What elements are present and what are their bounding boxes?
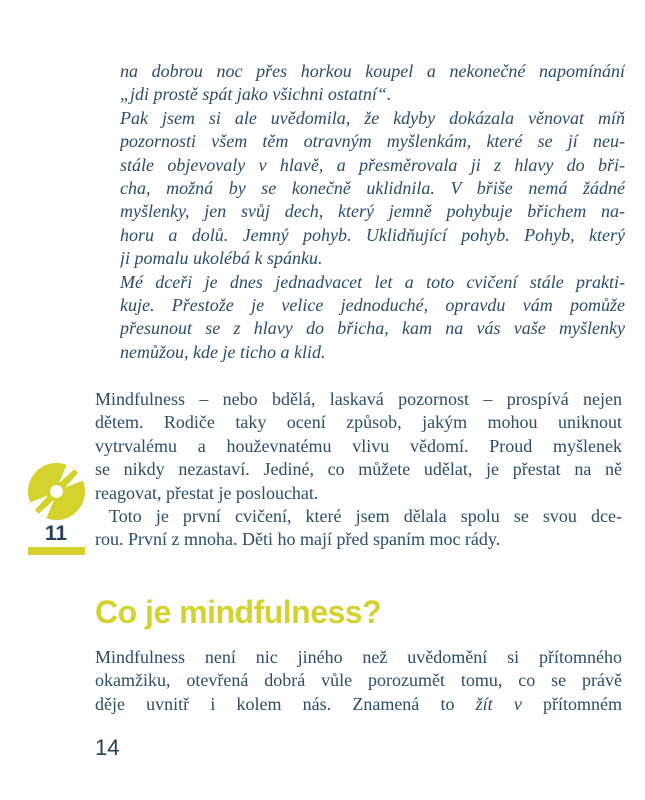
text-segment: „jdi prostě spát jako všichni ostatní“. [120, 84, 392, 105]
text-segment: stále objevovaly v hlavě, a přesměrovala ji z hlavy do bři- [120, 154, 625, 175]
text-line [95, 411, 622, 434]
text-line [120, 200, 625, 223]
text-line [95, 435, 622, 458]
intro-paragraph [95, 646, 622, 716]
text-line [120, 130, 625, 153]
emphasized-text: žít v [475, 693, 522, 714]
text-line [95, 505, 622, 528]
track-bar-rule [28, 547, 85, 555]
text-segment: rou. První z mnoha. Děti ho mají před spaním moc rády. [95, 529, 501, 550]
text-segment: se nikdy nezastaví. Jediné, co můžete udělat, je přestat na ně [95, 459, 622, 480]
text-line [95, 388, 622, 411]
text-line [120, 294, 625, 317]
text-line [95, 693, 622, 716]
text-line [120, 317, 625, 340]
text-segment: přesunout se z hlavy do břicha, kam na vás vaše myšlenky [120, 318, 625, 339]
section-heading: Co je mindfulness? [95, 593, 382, 630]
text-line [120, 107, 625, 130]
text-line [120, 247, 625, 270]
text-segment: na dobrou noc přes horkou koupel a nekonečné napomínání [120, 61, 625, 81]
text-segment: Mindfulness není nic jiného než uvědomění si přítomného [95, 646, 622, 667]
cd-track-marker [26, 462, 86, 555]
text-line [95, 669, 622, 692]
text-line [95, 482, 622, 505]
text-segment: děje uvnitř i kolem nás. Znamená to [95, 693, 476, 714]
text-line [120, 271, 625, 294]
text-segment: Mé dceři je dnes jednadvacet let a toto cvičení stále prakti- [120, 271, 625, 292]
cd-disc-icon [27, 462, 86, 521]
page-number: 14 [95, 735, 120, 760]
text-segment: Toto je první cvičení, které jsem dělala spolu se svou dce- [109, 506, 622, 527]
text-segment: nemůžou, kde je ticho a klid. [120, 341, 326, 362]
text-segment: Mindfulness – nebo bdělá, laskavá pozornost – prospívá nejen [95, 389, 622, 410]
text-line [120, 83, 625, 106]
text-line [120, 154, 625, 177]
text-segment: přítomném [521, 693, 622, 714]
text-segment: kuje. Přestože je velice jednoduché, opravdu vám pomůže [120, 294, 625, 315]
text-segment: vytrvalému a houževnatému vlivu vědomí. Proud myšlenek [95, 435, 622, 456]
track-number-label: 11 [44, 522, 68, 545]
text-line [120, 177, 625, 200]
text-segment: okamžiku, otevřená dobrá vůle porozumět tomu, co se právě [95, 670, 622, 691]
text-segment: horu a dolů. Jemný pohyb. Uklidňující pohyb. Pohyb, který [120, 224, 625, 245]
text-segment: pozornosti všem těm otravným myšlenkám, které se jí neu- [120, 131, 625, 152]
text-line [120, 60, 625, 83]
text-line [95, 646, 622, 669]
text-segment: Pak jsem si ale uvědomila, že kdyby dokázala věnovat míň [120, 107, 625, 128]
text-segment: cha, možná by se konečně uklidnila. V břiše nemá žádné [120, 177, 625, 198]
quote-block [120, 60, 625, 364]
body-paragraphs [95, 388, 622, 552]
text-line [95, 458, 622, 481]
text-segment: dětem. Rodiče taky ocení způsob, jakým mohou uniknout [95, 412, 622, 433]
text-column [95, 0, 625, 716]
text-segment: reagovat, přestat je poslouchat. [95, 482, 319, 503]
text-segment: ji pomalu ukolébá k spánku. [120, 248, 323, 269]
text-segment: myšlenky, jen svůj dech, který jemně pohybuje břichem na- [120, 201, 625, 222]
text-line [120, 224, 625, 247]
text-line [95, 528, 622, 551]
text-line [120, 341, 625, 364]
